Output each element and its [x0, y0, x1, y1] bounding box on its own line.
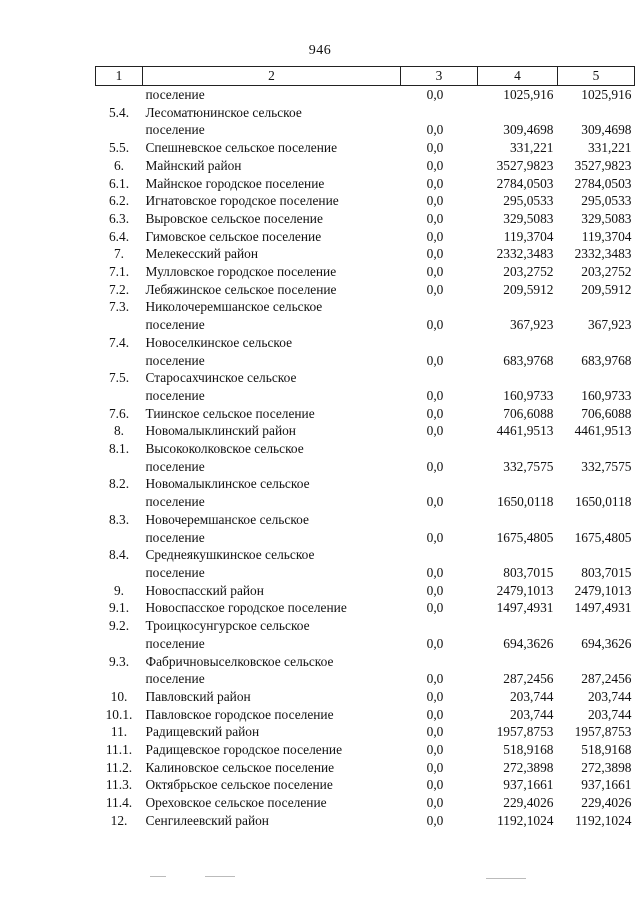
- row-number-text: 8.2.: [108, 476, 130, 492]
- table-body: [96, 86, 635, 830]
- row-name-line: поселение: [145, 564, 205, 580]
- value-col-4: 309,4698: [503, 122, 554, 138]
- value-col-3: 0,0: [426, 423, 444, 439]
- row-number-text: 10.: [110, 688, 128, 704]
- row-name-line: Выровское сельское поселение: [145, 210, 323, 226]
- table-row: [96, 546, 635, 581]
- row-name: [143, 139, 401, 157]
- value-col-5: 287,2456: [581, 671, 632, 687]
- table-row: [96, 794, 635, 812]
- row-name: [143, 405, 401, 423]
- row-name: [143, 582, 401, 600]
- value-col-5: 295,0533: [581, 193, 632, 209]
- value-col-4: 1957,8753: [496, 724, 554, 740]
- value-col-4: 3527,9823: [496, 157, 554, 173]
- row-name-line: поселение: [145, 635, 205, 651]
- value-col-3: 0,0: [426, 795, 444, 811]
- value-col-3: 0,0: [426, 140, 444, 156]
- row-name: [143, 546, 401, 581]
- row-number-text: 12.: [110, 812, 128, 828]
- page-number: 946: [308, 43, 332, 58]
- row-name: [143, 86, 401, 104]
- table-row: [96, 228, 635, 246]
- row-name-line: Спешневское сельское поселение: [145, 140, 338, 156]
- row-name-line: Майнский район: [145, 157, 242, 173]
- row-number-text: 7.1.: [108, 264, 130, 280]
- row-number-text: 11.2.: [105, 759, 133, 775]
- row-name: [143, 653, 401, 688]
- row-name-line: поселение: [145, 671, 205, 687]
- row-number-text: 8.4.: [108, 547, 130, 563]
- table-row: [96, 812, 635, 830]
- row-name: [143, 776, 401, 794]
- table-row: [96, 86, 635, 104]
- row-name-line: Мулловское городское поселение: [145, 264, 337, 280]
- scan-artifact: [486, 878, 526, 879]
- value-col-4: 203,2752: [503, 264, 554, 280]
- value-col-4: 683,9768: [503, 352, 554, 368]
- value-col-5: 694,3626: [581, 635, 632, 651]
- row-name-line: Высококолковское сельское: [145, 441, 304, 457]
- value-col-3: 0,0: [426, 157, 444, 173]
- value-col-4: 331,221: [509, 140, 554, 156]
- row-number-text: 7.4.: [108, 334, 130, 350]
- value-col-5: 229,4026: [581, 795, 632, 811]
- row-number: [96, 511, 143, 546]
- value-col-4: 4461,9513: [496, 423, 554, 439]
- value-col-5: 203,744: [587, 688, 632, 704]
- row-number: [96, 334, 143, 369]
- value-col-4: 1650,0118: [497, 494, 554, 510]
- row-name-line: поселение: [145, 458, 205, 474]
- table-row: [96, 759, 635, 777]
- row-name: [143, 210, 401, 228]
- row-name: [143, 741, 401, 759]
- value-col-4: 694,3626: [503, 635, 554, 651]
- value-col-5: 3527,9823: [574, 157, 632, 173]
- value-col-4: 518,9168: [503, 742, 554, 758]
- row-name: [143, 245, 401, 263]
- scan-artifact: [150, 876, 166, 877]
- row-name-line: поселение: [145, 352, 205, 368]
- row-name-line: Сенгилеевский район: [145, 812, 269, 828]
- value-col-4: 1497,4931: [496, 600, 554, 616]
- value-col-3: 0,0: [426, 210, 444, 226]
- row-name-line: Лебяжинское сельское поселение: [145, 281, 337, 297]
- value-col-5: 1650,0118: [575, 494, 632, 510]
- row-name: [143, 104, 401, 139]
- value-col-3: 0,0: [426, 458, 444, 474]
- value-col-5: 332,7575: [581, 458, 632, 474]
- row-name-line: поселение: [145, 494, 205, 510]
- value-col-3: 0,0: [426, 529, 444, 545]
- row-number: [96, 369, 143, 404]
- table-row: [96, 405, 635, 423]
- value-col-3: 0,0: [426, 87, 444, 102]
- row-name: [143, 475, 401, 510]
- row-number-text: 6.: [113, 157, 125, 173]
- value-col-5: 1192,1024: [575, 812, 632, 828]
- value-col-5: 2479,1013: [574, 582, 632, 598]
- table-row: [96, 334, 635, 369]
- row-name-line: поселение: [145, 529, 205, 545]
- value-col-4: 119,3704: [503, 228, 554, 244]
- value-col-5: 803,7015: [581, 564, 632, 580]
- row-name: [143, 794, 401, 812]
- value-col-4: 2332,3483: [496, 246, 554, 262]
- row-number: [96, 741, 143, 759]
- table-row: [96, 175, 635, 193]
- table-row: [96, 653, 635, 688]
- value-col-3: 0,0: [426, 494, 444, 510]
- row-number: [96, 281, 143, 299]
- row-number: [96, 794, 143, 812]
- value-col-5: 209,5912: [581, 281, 632, 297]
- row-number: [96, 422, 143, 440]
- row-number: [96, 228, 143, 246]
- row-number-text: 9.2.: [108, 618, 130, 634]
- row-name-line: Калиновское сельское поселение: [145, 759, 335, 775]
- row-number: [96, 245, 143, 263]
- value-col-5: 119,3704: [581, 228, 632, 244]
- row-name-line: Троицкосунгурское сельское: [145, 618, 310, 634]
- header-col-4: 4: [478, 67, 558, 86]
- row-number-text: 9.: [113, 582, 125, 598]
- row-name: [143, 298, 401, 333]
- row-name: [143, 723, 401, 741]
- value-col-4: 2479,1013: [496, 582, 554, 598]
- row-number: [96, 653, 143, 688]
- row-name-line: Игнатовское городское поселение: [145, 193, 339, 209]
- value-col-3: 0,0: [426, 600, 444, 616]
- row-number-text: 7.6.: [108, 405, 130, 421]
- table-row: [96, 104, 635, 139]
- value-col-4: 1675,4805: [496, 529, 554, 545]
- value-col-4: 209,5912: [503, 281, 554, 297]
- row-number: [96, 582, 143, 600]
- value-col-4: 1192,1024: [497, 812, 554, 828]
- row-name-line: Гимовское сельское поселение: [145, 228, 322, 244]
- table-row: [96, 475, 635, 510]
- row-number: [96, 688, 143, 706]
- row-number-text: 8.: [113, 423, 125, 439]
- row-number: [96, 440, 143, 475]
- row-name-line: Павловское городское поселение: [145, 706, 334, 722]
- row-name-line: Старосахчинское сельское: [145, 370, 297, 386]
- value-col-5: 1675,4805: [574, 529, 632, 545]
- table-row: [96, 440, 635, 475]
- table-row: [96, 298, 635, 333]
- row-name: [143, 228, 401, 246]
- value-col-3: 0,0: [426, 742, 444, 758]
- value-col-4: 803,7015: [503, 564, 554, 580]
- row-number-text: 9.3.: [108, 653, 130, 669]
- value-col-3: 0,0: [426, 564, 444, 580]
- value-col-5: 203,744: [587, 706, 632, 722]
- row-name: [143, 511, 401, 546]
- header-col-3: 3: [401, 67, 478, 86]
- value-col-4: 295,0533: [503, 193, 554, 209]
- row-number: [96, 475, 143, 510]
- value-col-3: 0,0: [426, 671, 444, 687]
- value-col-5: 706,6088: [581, 405, 632, 421]
- row-number-text: 5.5.: [108, 140, 130, 156]
- value-col-3: 0,0: [426, 405, 444, 421]
- header-col-5: 5: [558, 67, 635, 86]
- value-col-5: 160,9733: [581, 387, 632, 403]
- row-number: [96, 86, 143, 104]
- value-col-4: 160,9733: [503, 387, 554, 403]
- value-col-3: 0,0: [426, 724, 444, 740]
- value-col-5: 1025,916: [581, 87, 632, 102]
- table-row: [96, 263, 635, 281]
- row-name-line: Новоспасский район: [145, 582, 264, 598]
- header-row: [96, 67, 635, 86]
- row-name: [143, 688, 401, 706]
- row-number: [96, 617, 143, 652]
- value-col-4: 329,5083: [503, 210, 554, 226]
- table-row: [96, 281, 635, 299]
- row-name-line: Радищевское городское поселение: [145, 742, 343, 758]
- row-name: [143, 440, 401, 475]
- row-name-line: поселение: [145, 87, 205, 102]
- row-number-text: 8.3.: [108, 511, 130, 527]
- value-col-5: 937,1661: [581, 777, 632, 793]
- row-number: [96, 706, 143, 724]
- row-name: [143, 599, 401, 617]
- row-number-text: 11.3.: [105, 777, 133, 793]
- value-col-3: 0,0: [426, 175, 444, 191]
- value-col-4: 2784,0503: [496, 175, 554, 191]
- row-name: [143, 281, 401, 299]
- value-col-5: 331,221: [587, 140, 632, 156]
- value-col-4: 937,1661: [503, 777, 554, 793]
- row-number-text: 7.: [113, 246, 125, 262]
- row-name: [143, 812, 401, 830]
- value-col-4: 203,744: [509, 688, 554, 704]
- row-number: [96, 759, 143, 777]
- row-number-text: 7.3.: [108, 299, 130, 315]
- value-col-4: 1025,916: [503, 87, 554, 102]
- row-number: [96, 192, 143, 210]
- row-number: [96, 546, 143, 581]
- row-name-line: Радищевский район: [145, 724, 260, 740]
- value-col-3: 0,0: [426, 387, 444, 403]
- row-number-text: 6.2.: [108, 193, 130, 209]
- value-col-3: 0,0: [426, 635, 444, 651]
- row-number: [96, 405, 143, 423]
- row-name-line: Фабричновыселковское сельское: [145, 653, 334, 669]
- row-name-line: Майнское городское поселение: [145, 175, 325, 191]
- value-col-3: 0,0: [426, 812, 444, 828]
- row-name: [143, 422, 401, 440]
- row-name: [143, 759, 401, 777]
- row-name-line: поселение: [145, 122, 205, 138]
- value-col-3: 0,0: [426, 352, 444, 368]
- row-number: [96, 104, 143, 139]
- row-number-text: 9.1.: [108, 600, 130, 616]
- value-col-5: 1497,4931: [574, 600, 632, 616]
- table-header: [96, 67, 635, 86]
- row-number-text: 11.1.: [105, 742, 133, 758]
- row-number-text: 6.3.: [108, 210, 130, 226]
- value-col-4: 229,4026: [503, 795, 554, 811]
- row-number: [96, 210, 143, 228]
- row-name-line: Новоспасское городское поселение: [145, 600, 347, 616]
- row-name: [143, 706, 401, 724]
- value-col-3: 0,0: [426, 582, 444, 598]
- row-name-line: Тиинское сельское поселение: [145, 405, 315, 421]
- row-number: [96, 157, 143, 175]
- budget-table: [95, 66, 635, 830]
- row-name-line: Лесоматюнинское сельское: [145, 104, 302, 120]
- value-col-5: 272,3898: [581, 759, 632, 775]
- row-number-text: 7.5.: [108, 370, 130, 386]
- value-col-3: 0,0: [426, 706, 444, 722]
- value-col-3: 0,0: [426, 246, 444, 262]
- value-col-4: 367,923: [509, 317, 554, 333]
- row-name-line: Новомалыклинское сельское: [145, 476, 310, 492]
- row-number-text: 10.1.: [105, 706, 133, 722]
- row-name: [143, 157, 401, 175]
- value-col-4: 287,2456: [503, 671, 554, 687]
- row-name: [143, 334, 401, 369]
- value-col-5: 367,923: [587, 317, 632, 333]
- table-row: [96, 139, 635, 157]
- value-col-5: 329,5083: [581, 210, 632, 226]
- row-number: [96, 263, 143, 281]
- value-col-5: 203,2752: [581, 264, 632, 280]
- table-row: [96, 210, 635, 228]
- table-row: [96, 723, 635, 741]
- value-col-5: 309,4698: [581, 122, 632, 138]
- value-col-3: 0,0: [426, 193, 444, 209]
- row-name: [143, 617, 401, 652]
- table-row: [96, 511, 635, 546]
- value-col-4: 332,7575: [503, 458, 554, 474]
- row-number: [96, 776, 143, 794]
- row-number: [96, 723, 143, 741]
- table-row: [96, 192, 635, 210]
- value-col-4: 272,3898: [503, 759, 554, 775]
- value-col-3: 0,0: [426, 688, 444, 704]
- value-col-3: 0,0: [426, 777, 444, 793]
- row-name-line: Мелекесский район: [145, 246, 258, 262]
- row-number-text: 6.1.: [108, 175, 130, 191]
- value-col-5: 4461,9513: [574, 423, 632, 439]
- row-number-text: 8.1.: [108, 441, 130, 457]
- row-name-line: Среднеякушкинское сельское: [145, 547, 315, 563]
- value-col-5: 1957,8753: [574, 724, 632, 740]
- row-name: [143, 175, 401, 193]
- value-col-3: 0,0: [426, 317, 444, 333]
- row-number: [96, 139, 143, 157]
- table-row: [96, 741, 635, 759]
- row-number: [96, 599, 143, 617]
- row-number-text: 7.2.: [108, 281, 130, 297]
- table-row: [96, 706, 635, 724]
- row-name: [143, 192, 401, 210]
- table-row: [96, 776, 635, 794]
- table-row: [96, 369, 635, 404]
- row-name-line: Николочеремшанское сельское: [145, 299, 323, 315]
- table-row: [96, 245, 635, 263]
- value-col-5: 2332,3483: [574, 246, 632, 262]
- value-col-4: 203,744: [509, 706, 554, 722]
- row-name-line: Новочеремшанское сельское: [145, 511, 309, 527]
- value-col-3: 0,0: [426, 228, 444, 244]
- header-col-1: 1: [96, 67, 143, 86]
- row-name-line: Новоселкинское сельское: [145, 334, 293, 350]
- row-name: [143, 369, 401, 404]
- row-number-text: 6.4.: [108, 228, 130, 244]
- row-number-text: 5.4.: [108, 104, 130, 120]
- value-col-3: 0,0: [426, 264, 444, 280]
- table-row: [96, 617, 635, 652]
- value-col-3: 0,0: [426, 759, 444, 775]
- row-number: [96, 812, 143, 830]
- row-name-line: Новомалыклинский район: [145, 423, 296, 439]
- row-name-line: Октябрьское сельское поселение: [145, 777, 333, 793]
- value-col-5: 518,9168: [581, 742, 632, 758]
- value-col-5: 683,9768: [581, 352, 632, 368]
- value-col-3: 0,0: [426, 281, 444, 297]
- row-number-text: 11.: [110, 724, 128, 740]
- row-name-line: поселение: [145, 317, 205, 333]
- scan-artifact: [205, 876, 235, 877]
- row-name-line: поселение: [145, 387, 205, 403]
- table-row: [96, 599, 635, 617]
- table-row: [96, 582, 635, 600]
- table-row: [96, 422, 635, 440]
- table-row: [96, 157, 635, 175]
- value-col-5: 2784,0503: [574, 175, 632, 191]
- row-name-line: Ореховское сельское поселение: [145, 795, 327, 811]
- row-number: [96, 175, 143, 193]
- value-col-3: 0,0: [426, 122, 444, 138]
- table-row: [96, 688, 635, 706]
- row-name: [143, 263, 401, 281]
- value-col-4: 706,6088: [503, 405, 554, 421]
- row-number: [96, 298, 143, 333]
- row-number-text: 11.4.: [105, 795, 133, 811]
- row-name-line: Павловский район: [145, 688, 251, 704]
- header-col-2: 2: [143, 67, 401, 86]
